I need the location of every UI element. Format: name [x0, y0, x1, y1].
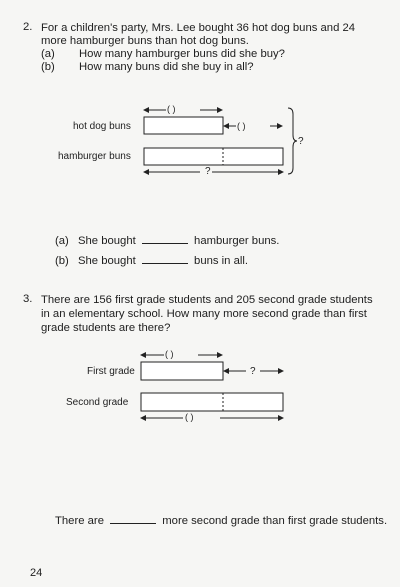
first-grade-bar: [141, 362, 223, 380]
q2-part-a-text: How many hamburger buns did she buy?: [79, 48, 285, 60]
q2-total-question: ?: [298, 136, 304, 147]
q2-top-paren: ( ): [167, 104, 176, 114]
q2-side-paren: ( ): [237, 121, 246, 131]
q3-top-paren: ( ): [165, 349, 174, 359]
hot-dog-buns-label: hot dog buns: [73, 121, 131, 132]
second-grade-label: Second grade: [66, 397, 129, 408]
second-grade-bar: [141, 393, 283, 411]
q2-answer-b-post: buns in all.: [194, 255, 249, 267]
hamburger-bar: [144, 148, 283, 165]
page-number: 24: [30, 567, 43, 579]
q3-number: 3.: [23, 293, 33, 305]
q2-part-a-letter: (a): [41, 48, 55, 60]
q2-bottom-question: ?: [205, 166, 211, 177]
q2-answer-a-pre: She bought: [77, 235, 136, 247]
hamburger-buns-label: hamburger buns: [58, 151, 131, 162]
q3-answer-pre: There are: [55, 515, 104, 527]
hot-dog-bar: [144, 117, 223, 134]
q2-number: 2.: [23, 21, 33, 33]
q2-answer-b-pre: She bought: [77, 255, 136, 267]
q3-difference-question: ?: [250, 366, 256, 377]
q2-part-b-text: How many buns did she buy in all?: [79, 61, 254, 73]
q3-answer-post: more second grade than first grade students.: [162, 515, 388, 527]
q2-part-b-letter: (b): [41, 61, 55, 73]
q2-bar-model: [144, 108, 297, 174]
q2-line-1: For a children's party, Mrs. Lee bought 36 hot dog buns and 24: [41, 22, 356, 34]
q2-answer-b-letter: (b): [55, 255, 69, 267]
q3-line-2: in an elementary school. How many more second grade than first: [41, 308, 367, 320]
q2-right-brace: [288, 108, 297, 174]
q3-line-3: grade students are there?: [41, 322, 171, 334]
q2-line-2: more hamburger buns than hot dog buns.: [41, 35, 249, 47]
q3-line-1: There are 156 first grade students and 205 second grade students: [41, 294, 373, 306]
q3-bottom-paren: ( ): [185, 412, 194, 422]
q2-answer-a-letter: (a): [55, 235, 69, 247]
q2-answer-a-post: hamburger buns.: [194, 235, 280, 247]
first-grade-label: First grade: [87, 366, 135, 377]
q3-bar-model: [141, 355, 283, 418]
